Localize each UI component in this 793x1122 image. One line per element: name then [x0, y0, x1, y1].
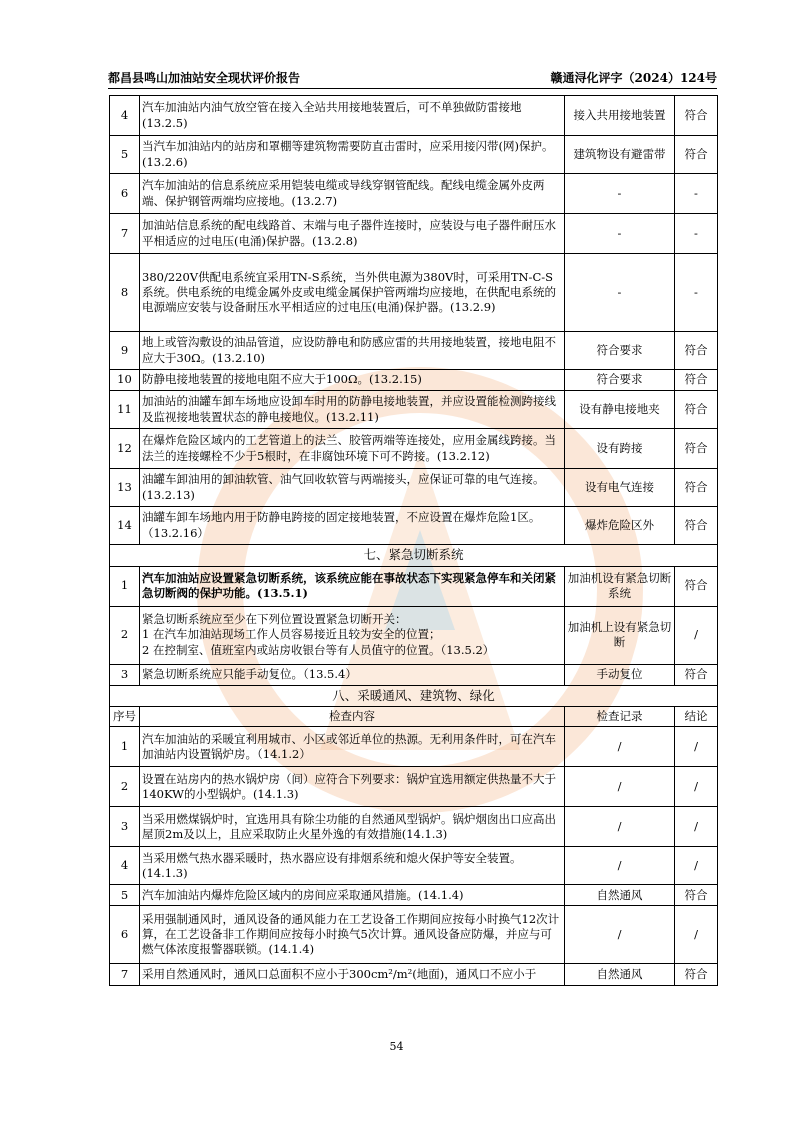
check-record: 自然通风 [565, 964, 675, 986]
row-number: 11 [110, 391, 140, 429]
column-header-result: 结论 [675, 707, 718, 727]
row-number: 1 [110, 727, 140, 767]
check-result: / [675, 727, 718, 767]
check-record: 加油机上设有紧急切断 [565, 606, 675, 664]
table-row [110, 174, 718, 214]
check-result: 符合 [675, 566, 718, 606]
check-record: / [565, 727, 675, 767]
row-number: 14 [110, 507, 140, 545]
column-header-content: 检查内容 [140, 707, 565, 727]
check-content: 紧急切断系统应至少在下列位置设置紧急切断开关： 1 在汽车加油站现场工作人员容易接近且较为安全的位置； 2 在控制室、值班室内或站房收银台等有人员值守的位置。（13.5.2） [140, 606, 565, 664]
check-record: - [565, 254, 675, 332]
check-record: 加油机设有紧急切断系统 [565, 566, 675, 606]
check-record: 设有电气连接 [565, 469, 675, 507]
table-row [110, 885, 718, 906]
check-result: / [675, 847, 718, 885]
check-content: 加油站信息系统的配电线路首、末端与电子器件连接时，应装设与电子器件耐压水平相适应的过电压(电涌)保护器。(13.2.8) [140, 214, 565, 254]
check-content: 在爆炸危险区域内的工艺管道上的法兰、胶管两端等连接处，应用金属线跨接。当法兰的连接螺栓不少于5根时，在非腐蚀环境下可不跨接。(13.2.12) [140, 429, 565, 469]
section-heading-emergency-shutdown: 七、紧急切断系统 [110, 545, 718, 567]
column-header-number: 序号 [110, 707, 140, 727]
check-content: 地上或管沟敷设的油品管道，应设防静电和防感应雷的共用接地装置，接地电阻不应大于30Ω。(13.2.10) [140, 332, 565, 370]
table-row [110, 606, 718, 664]
table-row [110, 214, 718, 254]
check-content: 采用自然通风时，通风口总面积不应小于300cm²/m²(地面)，通风口不应小于 [140, 964, 565, 986]
check-result: 符合 [675, 885, 718, 906]
table-row [110, 96, 718, 136]
inspection-table [109, 95, 718, 986]
row-number: 6 [110, 174, 140, 214]
table-row [110, 136, 718, 174]
row-number: 3 [110, 807, 140, 847]
row-number: 10 [110, 370, 140, 391]
table-row [110, 391, 718, 429]
table-row [110, 469, 718, 507]
check-result: / [675, 767, 718, 807]
check-result: 符合 [675, 664, 718, 685]
check-content: 汽车加油站的采暖宜利用城市、小区或邻近单位的热源。无利用条件时，可在汽车加油站内设置锅炉房。（14.1.2） [140, 727, 565, 767]
table-row [110, 906, 718, 964]
check-content: 油罐车卸车场地内用于防静电跨接的固定接地装置，不应设置在爆炸危险1区。（13.2.16） [140, 507, 565, 545]
check-content: 当采用燃气热水器采暖时，热水器应设有排烟系统和熄火保护等安全装置。(14.1.3) [140, 847, 565, 885]
row-number: 5 [110, 885, 140, 906]
check-content: 当采用燃煤锅炉时，宜选用具有除尘功能的自然通风型锅炉。锅炉烟囱出口应高出屋顶2m及以上，且应采取防止火星外逸的有效措施(14.1.3) [140, 807, 565, 847]
row-number: 12 [110, 429, 140, 469]
check-record: 符合要求 [565, 332, 675, 370]
check-record: 符合要求 [565, 370, 675, 391]
row-number: 4 [110, 96, 140, 136]
check-record: 爆炸危险区外 [565, 507, 675, 545]
check-record: / [565, 847, 675, 885]
check-result: 符合 [675, 469, 718, 507]
column-header-record: 检查记录 [565, 707, 675, 727]
row-number: 1 [110, 566, 140, 606]
check-content: 设置在站房内的热水锅炉房（间）应符合下列要求：锅炉宜选用额定供热量不大于140KW的小型锅炉。(14.1.3) [140, 767, 565, 807]
check-result: - [675, 214, 718, 254]
check-content: 汽车加油站应设置紧急切断系统，该系统应能在事故状态下实现紧急停车和关闭紧急切断阀的保护功能。(13.5.1) [140, 566, 565, 606]
check-result: 符合 [675, 332, 718, 370]
row-number: 6 [110, 906, 140, 964]
check-content: 当汽车加油站内的站房和罩棚等建筑物需要防直击雷时，应采用接闪带(网)保护。(13.2.6) [140, 136, 565, 174]
check-record: / [565, 767, 675, 807]
check-content: 加油站的油罐车卸车场地应设卸车时用的防静电接地装置，并应设置能检测跨接线及监视接地装置状态的静电接地仪。(13.2.11) [140, 391, 565, 429]
check-content: 紧急切断系统应只能手动复位。（13.5.4） [140, 664, 565, 685]
table-row [110, 370, 718, 391]
check-result: 符合 [675, 370, 718, 391]
table-row [110, 807, 718, 847]
check-result: 符合 [675, 964, 718, 986]
check-result: / [675, 906, 718, 964]
page-header [108, 68, 717, 89]
check-result: - [675, 174, 718, 214]
check-record: 手动复位 [565, 664, 675, 685]
row-number: 7 [110, 214, 140, 254]
check-result: - [675, 254, 718, 332]
check-content: 380/220V供配电系统宜采用TN-S系统，当外供电源为380V时，可采用TN-C-S系统。供电系统的电缆金属外皮或电缆金属保护管两端均应接地，在供配电系统的电源端应安装与设备耐压水平相适应的过电压(电涌)保护器。(13.2.9) [140, 254, 565, 332]
row-number: 7 [110, 964, 140, 986]
check-record: - [565, 174, 675, 214]
table-row [110, 664, 718, 685]
table-row [110, 767, 718, 807]
section-heading-hvac-building: 八、采暖通风、建筑物、绿化 [110, 685, 718, 707]
page-number: 54 [389, 1040, 404, 1053]
check-record: / [565, 906, 675, 964]
row-number: 5 [110, 136, 140, 174]
table-row [110, 429, 718, 469]
check-result: 符合 [675, 96, 718, 136]
check-result: 符合 [675, 136, 718, 174]
row-number: 13 [110, 469, 140, 507]
table-row [110, 507, 718, 545]
row-number: 9 [110, 332, 140, 370]
check-content: 汽车加油站内爆炸危险区域内的房间应采取通风措施。(14.1.4) [140, 885, 565, 906]
table-row [110, 847, 718, 885]
check-record: / [565, 807, 675, 847]
check-record: 建筑物设有避雷带 [565, 136, 675, 174]
table-row [110, 727, 718, 767]
row-number: 2 [110, 606, 140, 664]
check-result: 符合 [675, 507, 718, 545]
row-number: 8 [110, 254, 140, 332]
check-record: 设有跨接 [565, 429, 675, 469]
table-row [110, 566, 718, 606]
check-record: 设有静电接地夹 [565, 391, 675, 429]
check-content: 采用强制通风时，通风设备的通风能力在工艺设备工作期间应按每小时换气12次计算，在工艺设备非工作期间应按每小时换气5次计算。通风设备应防爆，并应与可燃气体浓度报警器联锁。(14.1.4) [140, 906, 565, 964]
check-content: 油罐车卸油用的卸油软管、油气回收软管与两端接头，应保证可靠的电气连接。(13.2.13) [140, 469, 565, 507]
check-record: 自然通风 [565, 885, 675, 906]
check-content: 汽车加油站内油气放空管在接入全站共用接地装置后，可不单独做防雷接地(13.2.5) [140, 96, 565, 136]
row-number: 3 [110, 664, 140, 685]
check-record: - [565, 214, 675, 254]
row-number: 2 [110, 767, 140, 807]
check-record: 接入共用接地装置 [565, 96, 675, 136]
report-title: 都昌县鸣山加油站安全现状评价报告 [108, 71, 301, 85]
check-result: / [675, 606, 718, 664]
row-number: 4 [110, 847, 140, 885]
table-row [110, 332, 718, 370]
check-content: 防静电接地装置的接地电阻不应大于100Ω。(13.2.15) [140, 370, 565, 391]
check-result: 符合 [675, 391, 718, 429]
report-number: 赣通浔化评字（2024）124号 [550, 71, 717, 85]
table-row [110, 964, 718, 986]
check-content: 汽车加油站的信息系统应采用铠装电缆或导线穿钢管配线。配线电缆金属外皮两端、保护钢管两端均应接地。(13.2.7) [140, 174, 565, 214]
check-result: 符合 [675, 429, 718, 469]
check-result: / [675, 807, 718, 847]
table-row [110, 254, 718, 332]
